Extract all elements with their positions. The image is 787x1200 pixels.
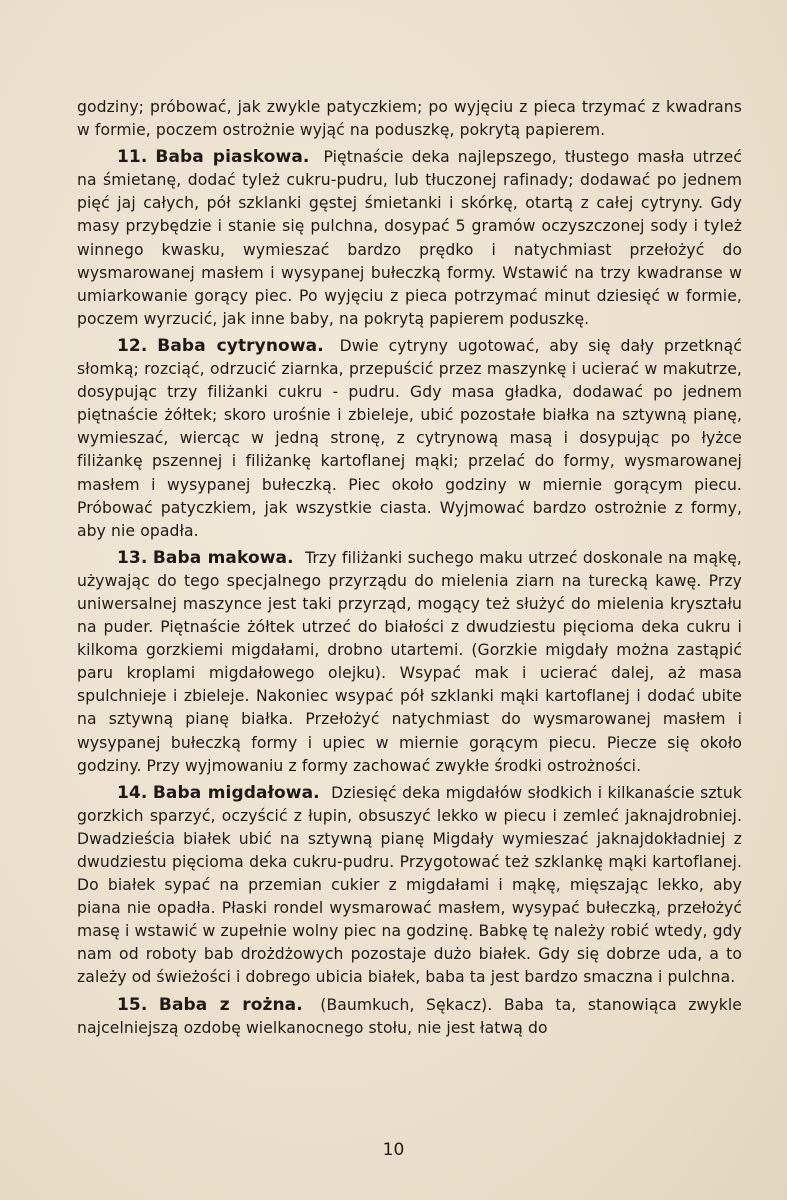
recipe-number: 14.	[117, 782, 148, 803]
recipe-15	[77, 994, 742, 1040]
recipe-title: Baba z rożna.	[158, 994, 303, 1015]
page-number: 10	[382, 1140, 405, 1160]
recipe-body: Dwie cytryny ugotować, aby się dały przetknąć słomką; rozciąć, odrzucić ziarnka, przepuścić przez maszynkę i ucierać w makutrze, dosypując trzy filiżanki cukru - pudru. Gdy masa gładka, dodawać po jednem piętnaście żółtek; skoro urośnie i zbieleje, ubić pozostałe białka na sztywną pianę, wymieszać, wiercąc w jedną stronę, z cytrynową masą i dosypując po łyżce filiżankę pszennej i filiżankę kartoflanej mąki; przelać do formy, wysmarowanej masłem i wysypanej bułeczką. Piec około godziny w miernie gorącym piecu. Próbować patyczkiem, jak wszystkie ciasta. Wyjmować bardzo ostrożnie z formy, aby nie opadła.	[77, 336, 742, 540]
recipe-number: 11.	[117, 147, 148, 168]
recipe-12	[77, 335, 742, 543]
recipe-title: Baba piaskowa.	[155, 147, 310, 168]
recipe-14	[77, 782, 742, 990]
recipe-title: Baba migdałowa.	[152, 782, 320, 803]
recipe-body: Piętnaście deka najlepszego, tłustego masła utrzeć na śmietanę, dodać tyleż cukru-pudru, lub tłuczonej rafinady; dodawać po jednem pięć jaj całych, pół szklanki gęstej śmietanki i skórkę, otartą z całej cytryny. Gdy masy przybędzie i stanie się pulchna, dosypać 5 gramów oczyszczonej sody i tyleż winnego kwasku, wymieszać bardzo prędko i natychmiast przełożyć do wysmarowanej masłem i wysypanej bułeczką formy. Wstawić na trzy kwadranse w umiarkowanie gorący piec. Po wyjęciu z pieca potrzymać minut dziesięć w formie, poczem wyrzucić, jak inne baby, na pokrytą papierem poduszkę.	[77, 148, 743, 328]
recipe-title: Baba cytrynowa.	[157, 335, 324, 356]
recipe-13	[77, 547, 742, 778]
recipe-title: Baba makowa.	[152, 547, 294, 568]
recipe-body: (Baumkuch, Sękacz). Baba ta, stanowiąca zwykle najcelniejszą ozdobę wielkanocnego stołu, nie jest łatwą do	[77, 995, 742, 1037]
recipe-body: Dziesięć deka migdałów słodkich i kilkanaście sztuk gorzkich sparzyć, oczyścić z łupin, obsuszyć lekko w piecu i zemleć jaknajdrobniej. Dwadzieścia białek ubić na sztywną pianę Migdały wymieszać jaknajdokładniej z dwudziestu pięcioma deka cukru-pudru. Przygotować też szklankę mąki kartoflanej. Do białek sypać na przemian cukier z migdałami i mąkę, mięszając lekko, aby piana nie opadła. Płaski rondel wysmarować masłem, wysypać bułeczką, przełożyć masę i wstawić w zupełnie wolny piec na godzinę. Babkę tę należy robić wtedy, gdy nam od roboty bab drożdżowych pozostaje dużo białek. Gdy się dobrze uda, a to zależy od świeżości i dobrego ubicia białek, baba ta jest bardzo smaczna i pulchna.	[77, 783, 743, 987]
intro-paragraph: godziny; próbować, jak zwykle patyczkiem; po wyjęciu z pieca trzymać z kwadrans w formie, poczem ostrożnie wyjąć na poduszkę, pokrytą papierem.	[77, 98, 742, 140]
recipe-11	[77, 146, 742, 331]
recipe-body: Trzy filiżanki suchego maku utrzeć doskonale na mąkę, używając do tego specjalnego przyrządu do mielenia ziarn na turecką kawę. Przy uniwersalnej maszynce jest taki przyrząd, mogący też służyć do mielenia kryształu na puder. Piętnaście żółtek utrzeć do białości z dwudziestu pięcioma deka cukru i kilkoma gorzkiemi migdałami, drobno utartemi. (Gorzkie migdały można zastąpić paru kroplami migdałowego olejku). Wsypać mak i ucierać dalej, aż masa spulchnieje i zbieleje. Nakoniec wsypać pół szklanki mąki kartoflanej i dodać ubite na sztywną pianę białka. Przełożyć natychmiast do wysmarowanej masłem i wysypanej bułeczką formy i upiec w miernie gorącym piecu. Piecze się około godziny. Przy wyjmowaniu z formy zachować zwykłe środki ostrożności.	[77, 548, 742, 775]
recipe-number: 13.	[117, 547, 148, 568]
recipe-number: 12.	[117, 335, 148, 356]
recipe-number: 15.	[117, 994, 148, 1015]
